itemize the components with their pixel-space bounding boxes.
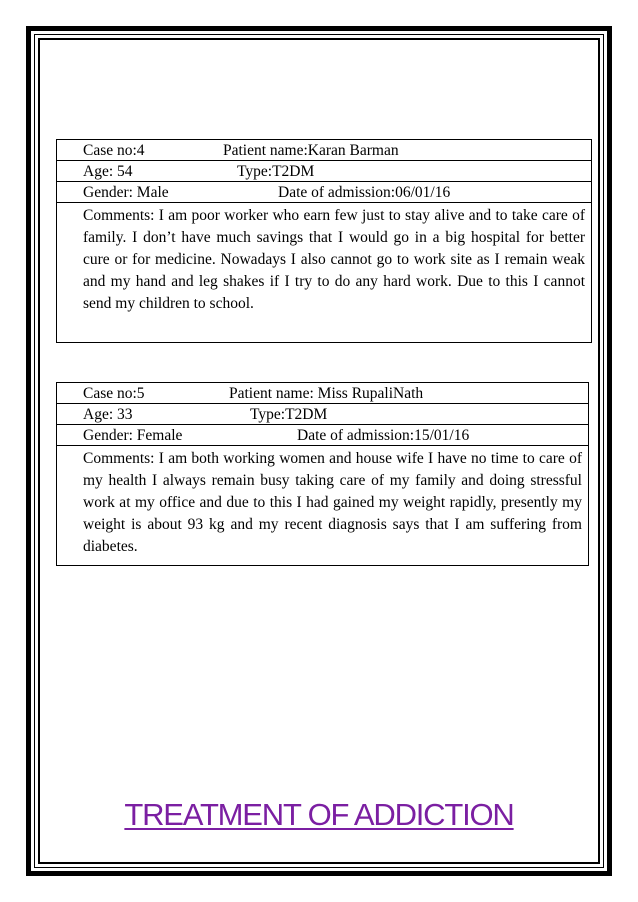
case-record-4	[56, 139, 592, 343]
patient-comments: Comments: I am poor worker who earn few just to stay alive and to take care of family. I don’t have much savings that I would go in a big hospital for better cure or for medicine. Nowadays I also cannot go to work site as I remain weak and my hand and leg shakes if I try to do any hard work. Due to this I cannot send my children to school.	[83, 207, 585, 312]
section-title: TREATMENT OF ADDICTION	[124, 797, 514, 832]
admission-date: Date of admission:15/01/16	[297, 427, 470, 444]
patient-comments: Comments: I am both working women and house wife I have no time to care of my health I always remain busy taking care of my family and doing stressful work at my office and due to this I had gained my weight rapidly, presently my weight is about 93 kg and my recent diagnosis says that I am suffering from diabetes.	[83, 450, 582, 555]
patient-age: Age: 54	[83, 163, 133, 180]
case-header-row	[57, 140, 591, 161]
case-age-row	[57, 161, 591, 182]
case-gender-row	[57, 182, 591, 203]
patient-name: Patient name: Miss RupaliNath	[229, 385, 424, 402]
case-age-row	[57, 404, 588, 425]
patient-name: Patient name:Karan Barman	[223, 142, 399, 159]
case-gender-row	[57, 425, 588, 446]
diabetes-type: Type:T2DM	[250, 406, 328, 423]
diabetes-type: Type:T2DM	[237, 163, 315, 180]
case-number: Case no:4	[83, 142, 145, 159]
case-number: Case no:5	[83, 385, 145, 402]
patient-gender: Gender: Female	[83, 427, 183, 444]
case-record-5	[56, 382, 589, 566]
patient-age: Age: 33	[83, 406, 133, 423]
case-header-row	[57, 383, 588, 404]
admission-date: Date of admission:06/01/16	[278, 184, 451, 201]
patient-gender: Gender: Male	[83, 184, 169, 201]
